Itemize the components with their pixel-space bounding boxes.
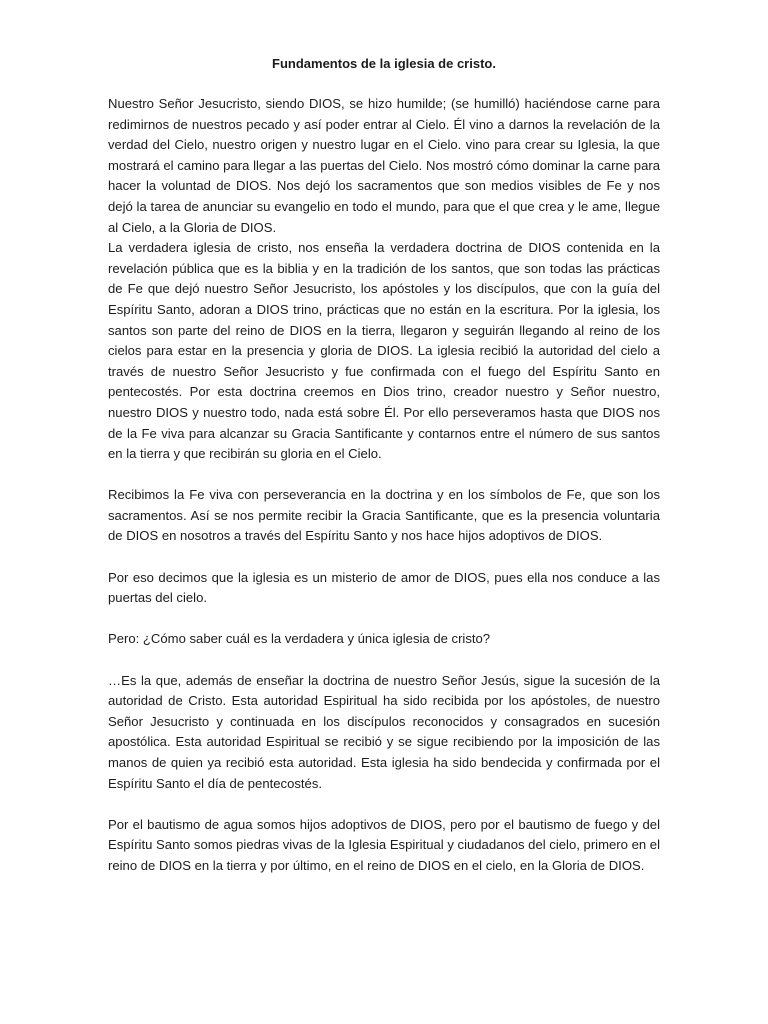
- paragraph-1: Nuestro Señor Jesucristo, siendo DIOS, se hizo humilde; (se humilló) haciéndose carne para redimirnos de nuestros pecado y así poder entrar al Cielo. Él vino a darnos la revelación de la verdad del Cielo, nuestro origen y nuestro lugar en el Cielo. vino para crear su Iglesia, la que mostrará el camino para llegar a las puertas del Cielo. Nos mostró cómo dominar la carne para hacer la voluntad de DIOS. Nos dejó los sacramentos que son medios visibles de Fe y nos dejó la tarea de anunciar su evangelio en todo el mundo, para que el que crea y le ame, llegue al Cielo, a la Gloria de DIOS.: [108, 96, 660, 235]
- document-page: [108, 54, 660, 877]
- paragraph-6: …Es la que, además de enseñar la doctrina de nuestro Señor Jesús, sigue la sucesión de la autoridad de Cristo. Esta autoridad Espiritual ha sido recibida por los apóstoles, de nuestro Señor Jesucristo y continuada en los discípulos reconocidos y consagrados en sucesión apostólica. Esta autoridad Espiritual se recibió y se sigue recibiendo por la imposición de las manos de quien ya recibió esta autoridad. Esta iglesia ha sido bendecida y confirmada por el Espíritu Santo el día de pentecostés.: [108, 672, 660, 791]
- document-title: Fundamentos de la iglesia de cristo.: [272, 56, 496, 71]
- paragraph-5: Pero: ¿Cómo saber cuál es la verdadera y única iglesia de cristo?: [108, 631, 491, 647]
- paragraph-7: Por el bautismo de agua somos hijos adoptivos de DIOS, pero por el bautismo de fuego y del Espíritu Santo somos piedras vivas de la Iglesia Espiritual y ciudadanos del cielo, primero en el reino de DIOS en la tierra y por último, en el reino de DIOS en el cielo, en la Gloria de DIOS.: [108, 816, 660, 873]
- paragraph-3: Recibimos la Fe viva con perseverancia en la doctrina y en los símbolos de Fe, que son los sacramentos. Así se nos permite recibir la Gracia Santificante, que es la presencia voluntaria de DIOS en nosotros a través del Espíritu Santo y nos hace hijos adoptivos de DIOS.: [108, 487, 660, 544]
- paragraph-4: Por eso decimos que la iglesia es un misterio de amor de DIOS, pues ella nos conduce a las puertas del cielo.: [108, 569, 660, 606]
- paragraph-2: La verdadera iglesia de cristo, nos enseña la verdadera doctrina de DIOS contenida en la revelación pública que es la biblia y en la tradición de los santos, que son todas las prácticas de Fe que dejó nuestro Señor Jesucristo, los apóstoles y los discípulos, que con la guía del Espíritu Santo, adoran a DIOS trino, prácticas que no están en la escritura. Por la iglesia, los santos son parte del reino de DIOS en la tierra, llegaron y seguirán llegando al reino de los cielos para estar en la presencia y gloria de DIOS. La iglesia recibió la autoridad del cielo a través de nuestro Señor Jesucristo y fue confirmada con el fuego del Espíritu Santo en pentecostés. Por esta doctrina creemos en Dios trino, creador nuestro y Señor nuestro, nuestro DIOS y nuestro todo, nada está sobre Él. Por ello perseveramos hasta que DIOS nos de la Fe viva para alcanzar su Gracia Santificante y contarnos entre el número de sus santos en la tierra y que recibirán su gloria en el Cielo.: [108, 240, 660, 462]
